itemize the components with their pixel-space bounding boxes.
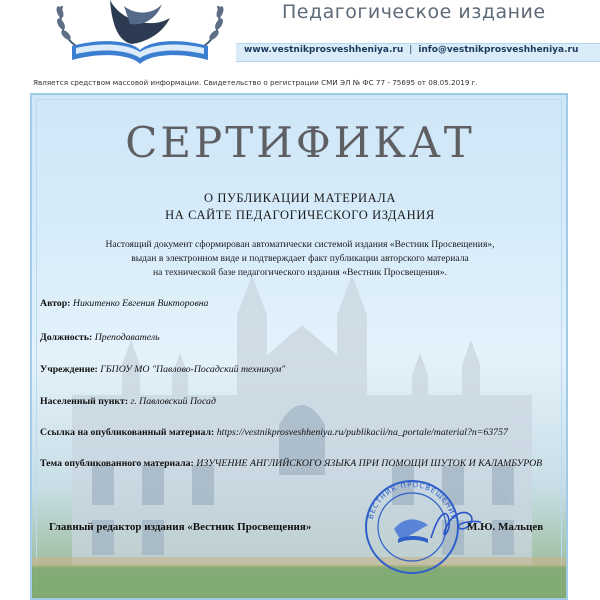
editor-name: М.Ю. Мальцев: [467, 521, 544, 533]
intro-line-2: выдан в электронном виде и подтверждает факт публикации авторского материала: [131, 253, 469, 264]
locality-value: г. Павловский Посад: [130, 396, 216, 407]
contact-line: [244, 45, 578, 55]
author-value: Никитенко Евгения Викторовна: [72, 298, 209, 309]
topic-value: ИЗУЧЕНИЕ АНГЛИЙСКОГО ЯЗЫКА ПРИ ПОМОЩИ ШУТОК И КАЛАМБУРОВ: [196, 458, 543, 469]
logo-book-eagle-icon: [50, 0, 230, 66]
institution-value: ГБПОУ МО "Павлово-Посадский техникум": [100, 364, 286, 375]
certificate-subtitle-line-1: О ПУБЛИКАЦИИ МАТЕРИАЛА: [204, 191, 396, 205]
position-label: Должность:: [40, 332, 93, 343]
author-field: [40, 297, 560, 310]
link-field: [40, 426, 560, 439]
header: [0, 0, 600, 87]
intro-line-3: на технической базе педагогического издания «Вестник Просвещения».: [153, 267, 447, 278]
topic-field: [40, 457, 560, 470]
author-label: Автор:: [40, 298, 71, 309]
publication-title: Педагогическое издание: [282, 1, 546, 23]
position-value: Преподаватель: [94, 332, 160, 343]
contact-separator: |: [409, 45, 413, 55]
position-field: [40, 331, 560, 344]
certificate-title: СЕРТИФИКАТ: [125, 118, 475, 167]
material-link[interactable]: https://vestnikprosveshheniya.ru/publikacii/na_portale/material?n=63757: [216, 427, 508, 438]
website-link[interactable]: www.vestnikprosveshheniya.ru: [244, 45, 404, 55]
svg-text:ВЕСТНИК ПРОСВЕЩЕНИЯ: ВЕСТНИК ПРОСВЕЩЕНИЯ: [366, 480, 458, 522]
editor-label: Главный редактор издания «Вестник Просвещения»: [49, 521, 312, 533]
registration-notice: Является средством массовой информации. Свидетельство о регистрации СМИ ЭЛ № ФС 77 - 75695 от 08.05.2019 г.: [33, 78, 478, 87]
institution-label: Учреждение:: [40, 364, 98, 375]
locality-label: Населенный пункт:: [40, 396, 129, 407]
certificate-subtitle-line-2: НА САЙТЕ ПЕДАГОГИЧЕСКОГО ИЗДАНИЯ: [165, 208, 435, 222]
link-label: Ссылка на опубликованный материал:: [40, 427, 215, 438]
topic-label: Тема опубликованного материала:: [40, 458, 194, 469]
intro-line-1: Настоящий документ сформирован автоматически системой издания «Вестник Просвещения»,: [105, 239, 495, 250]
locality-field: [40, 395, 560, 408]
email-link[interactable]: info@vestnikprosveshheniya.ru: [418, 45, 579, 55]
institution-field: [40, 363, 560, 376]
